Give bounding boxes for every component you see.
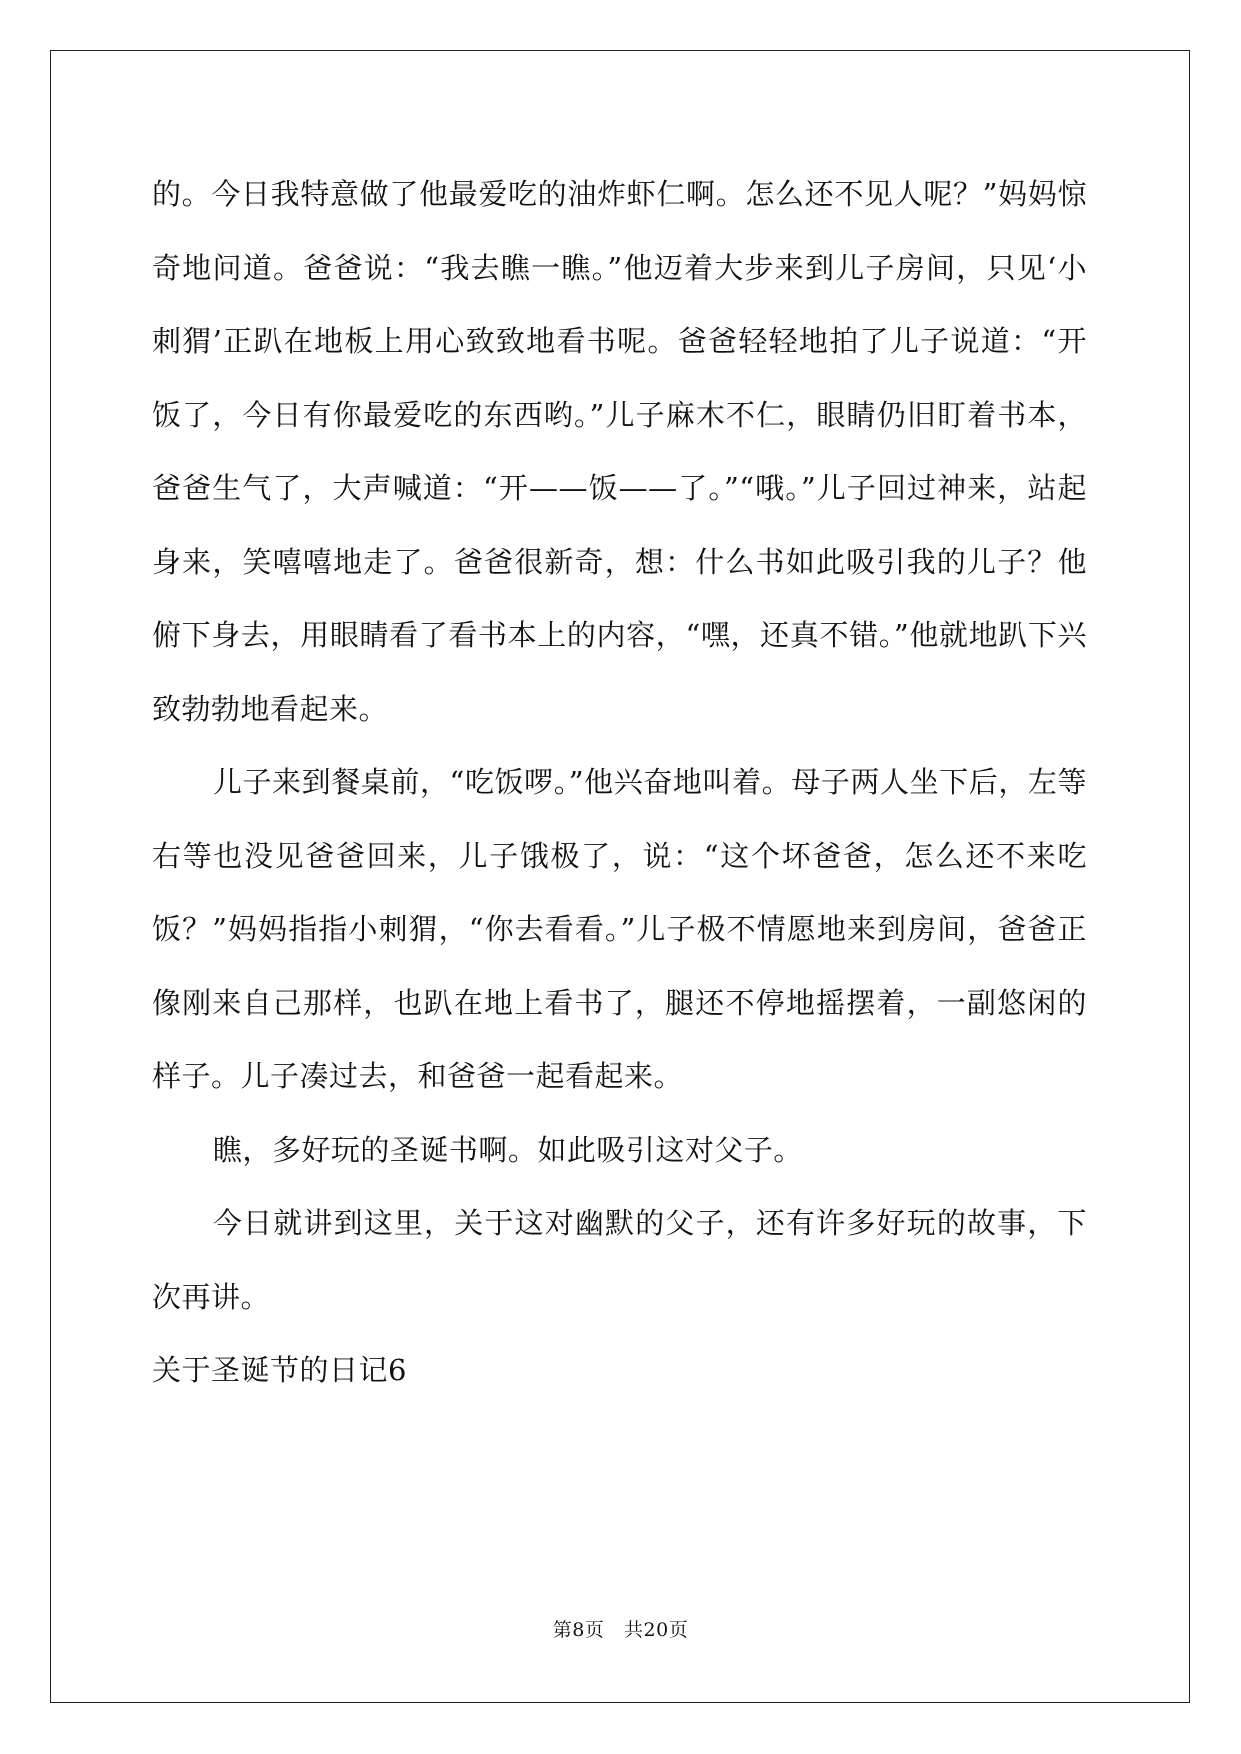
paragraph: 瞧，多好玩的圣诞书啊。如此吸引这对父子。 bbox=[212, 1132, 803, 1167]
section-heading: 关于圣诞节的日记6 bbox=[152, 1353, 407, 1387]
page-number: 第8页 bbox=[552, 1619, 605, 1641]
document-body bbox=[152, 158, 1087, 1408]
page-footer bbox=[0, 1615, 1241, 1642]
paragraph-continued: 的。今日我特意做了他最爱吃的油炸虾仁啊。怎么还不见人呢？”妈妈惊奇地问道。爸爸说：“我去瞧一瞧。”他迈着大步来到儿子房间，只见‘小刺猬’正趴在地板上用心致致地看书呢。爸爸轻轻地拍了儿子说道：“开饭了，今日有你最爱吃的东西哟。”儿子麻木不仁，眼睛仍旧盯着书本，爸爸生气了，大声喊道：“开——饭——了。”“哦。”儿子回过神来，站起身来，笑嘻嘻地走了。爸爸很新奇，想：什么书如此吸引我的儿子？他俯下身去，用眼睛看了看书本上的内容，“嘿，还真不错。”他就地趴下兴致勃勃地看起来。 bbox=[152, 177, 1087, 726]
paragraph: 儿子来到餐桌前，“吃饭啰。”他兴奋地叫着。母子两人坐下后，左等右等也没见爸爸回来，儿子饿极了，说：“这个坏爸爸，怎么还不来吃饭？”妈妈指指小刺猬，“你去看看。”儿子极不情愿地来到房间，爸爸正像刚来自己那样，也趴在地上看书了，腿还不停地摇摆着，一副悠闲的样子。儿子凑过去，和爸爸一起看起来。 bbox=[152, 765, 1087, 1093]
paragraph: 今日就讲到这里，关于这对幽默的父子，还有许多好玩的故事，下次再讲。 bbox=[152, 1206, 1087, 1314]
page-total: 共20页 bbox=[624, 1619, 689, 1641]
